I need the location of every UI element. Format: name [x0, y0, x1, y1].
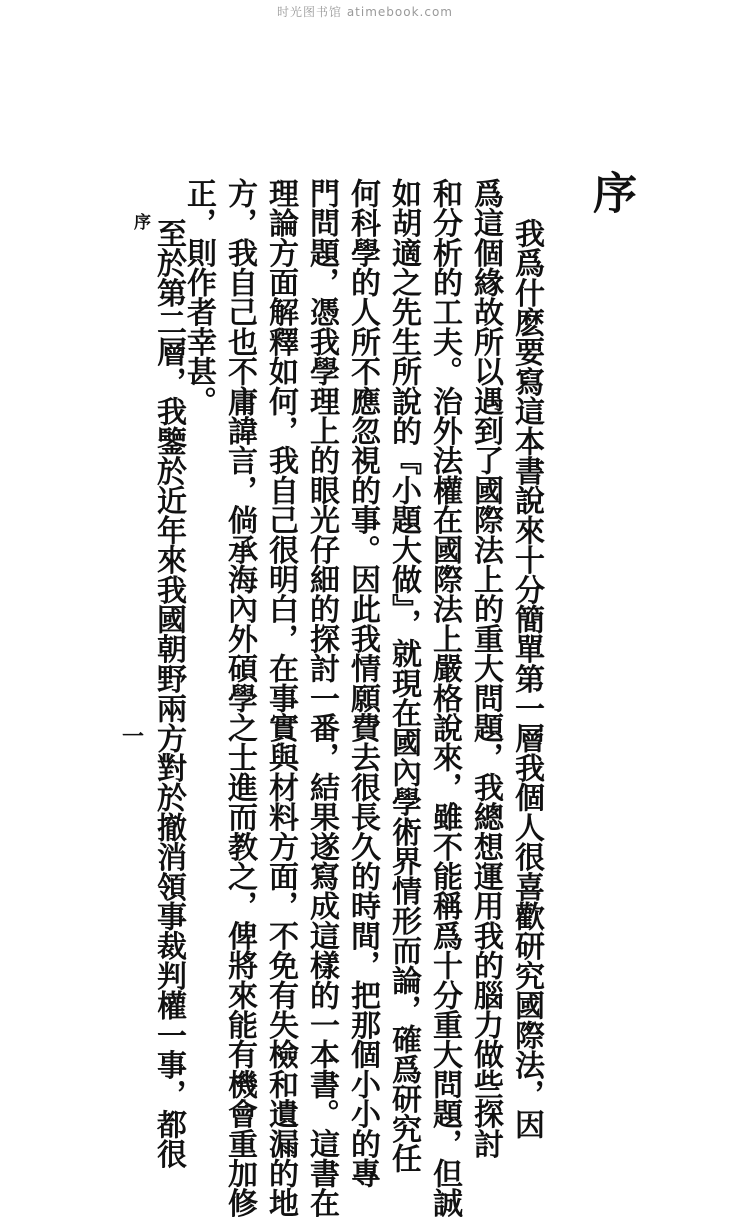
text-column-10: 至於第二層，我鑒於近年來我國朝野兩方對於撤消領事裁判權一事，都很 [151, 218, 186, 1169]
text-column-6: 門問題，憑我學理上的眼光仔細的探討一番，結果遂寫成這樣的一本書。這書在 [304, 178, 339, 1218]
text-column-5: 何科學的人所不應忽視的事。因此我情願費去很長久的時間，把那個小小的專 [345, 178, 380, 1188]
text-column-8: 方，我自己也不庸諱言，倘承海內外碩學之士進而教之，俾將來能有機會重加修 [222, 178, 257, 1218]
text-column-3: 和分析的工夫。治外法權在國際法上嚴格說來，雖不能稱爲十分重大問題，但誠 [427, 178, 462, 1218]
running-header: 序 [130, 213, 150, 230]
page-title: 序 [585, 170, 636, 214]
text-column-9: 正，則作者幸甚。 [181, 178, 216, 416]
text-column-4: 如胡適之先生所說的『小題大做』，就現在國內學術界情形而論，確爲研究任 [386, 178, 421, 1173]
text-column-7: 理論方面解釋如何，我自己很明白，在事實與材料方面，不免有失檢和遺漏的地 [263, 178, 298, 1218]
watermark: 时光图书馆 atimebook.com [277, 5, 453, 19]
text-column-2: 爲這個緣故所以遇到了國際法上的重大問題，我總想運用我的腦力做些探討 [468, 178, 503, 1159]
page-number: 一 [122, 724, 145, 750]
text-column-1: 我爲什麽要寫這本書說來十分簡單第一層我個人很喜歡研究國際法，因 [509, 218, 544, 1139]
